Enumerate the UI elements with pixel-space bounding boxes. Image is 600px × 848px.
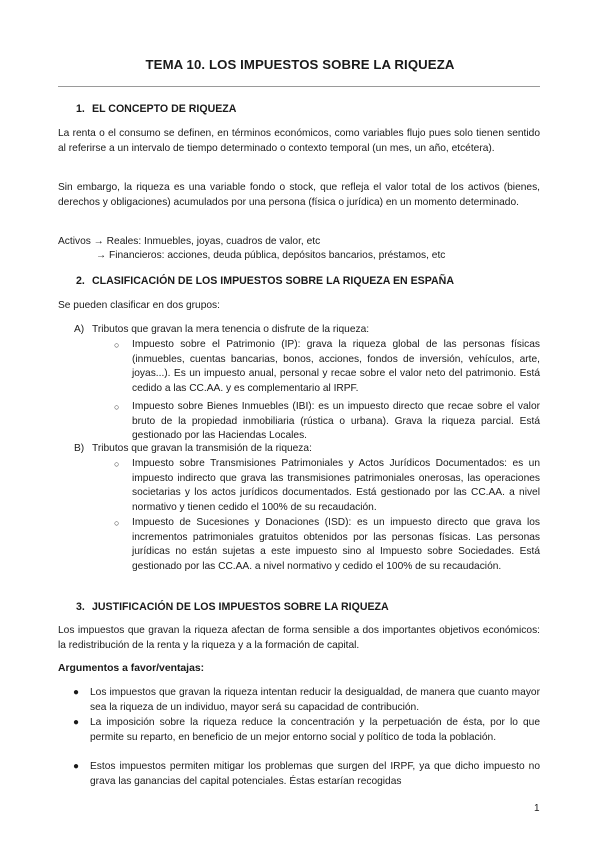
page-number: 1 — [534, 803, 540, 814]
section-number: 3. — [76, 601, 85, 613]
circle-bullet-icon: ○ — [114, 402, 120, 412]
item-impuesto-patrimonio: Impuesto sobre el Patrimonio (IP): grava la riqueza global de las personas físicas (inmuebles, cuentas bancarias, bonos, acciones, fondos de inversión, vehículos, arte, joyas...). Es un impuesto anual, personal y recae sobre el valor neto del patrimonio. Está cedido a las CC.AA. y es complementario al IRPF. — [132, 339, 540, 394]
circle-bullet-icon: ○ — [114, 340, 120, 350]
section-heading-3 — [76, 601, 389, 613]
argument-item: Los impuestos que gravan la riqueza intentan reducir la desigualdad, de manera que cuanto mayor sea la riqueza de un individuo, mayor será su capacidad de contribución. — [90, 687, 540, 713]
bullet-icon: ● — [73, 761, 80, 772]
item-impuesto-ibi: Impuesto sobre Bienes Inmuebles (IBI): es un impuesto directo que recae sobre el valor bruto de la propiedad inmobiliaria (rústica o urbana). Grava la riqueza parcial. Está gestionado por las Haciendas Locales. — [132, 401, 540, 442]
clasificacion-intro: Se pueden clasificar en dos grupos: — [58, 300, 220, 311]
paragraph-riqueza-stock: Sin embargo, la riqueza es una variable fondo o stock, que refleja el valor total de los activos (bienes, derechos y obligaciones) acumulados por una persona (física o jurídica) en un momento determinado. — [58, 182, 540, 208]
section-heading-1 — [76, 103, 236, 115]
group-a — [74, 323, 369, 338]
item-impuesto-isd: Impuesto de Sucesiones y Donaciones (ISD): es un impuesto directo que grava los incrementos patrimoniales gratuitos obtenidos por las personas físicas. Las personas jurídicas no están sujetas a este impuesto sino al Impuesto sobre Sociedades. Está gestionado por las CC.AA. a nivel normativo y cedido el 100% de su recaudación. — [132, 517, 540, 572]
circle-bullet-icon: ○ — [114, 518, 120, 528]
paragraph-renta-consumo: La renta o el consumo se definen, en términos económicos, como variables flujo pues solo tienen sentido al referirse a un intervalo de tiempo determinado o contexto temporal (un mes, un año, etcétera). — [58, 128, 540, 154]
bullet-icon: ● — [73, 717, 80, 728]
argument-item: Estos impuestos permiten mitigar los problemas que surgen del IRPF, ya que dicho impuesto no grava las ganancias del capital potenciales. Éstas estarían recogidas — [90, 761, 540, 787]
group-text: Tributos que gravan la transmisión de la riqueza: — [92, 443, 312, 454]
activos-reales-line: Activos → Reales: Inmuebles, joyas, cuadros de valor, etc — [58, 236, 321, 247]
circle-bullet-icon: ○ — [114, 459, 120, 469]
group-b — [74, 442, 312, 457]
group-label: A) — [74, 324, 85, 335]
section-number: 1. — [76, 103, 85, 115]
document-title: TEMA 10. LOS IMPUESTOS SOBRE LA RIQUEZA — [145, 57, 455, 72]
section-heading-2 — [76, 275, 454, 287]
bullet-icon: ● — [73, 687, 80, 698]
section-number: 2. — [76, 275, 85, 287]
section-title: JUSTIFICACIÓN DE LOS IMPUESTOS SOBRE LA RIQUEZA — [92, 601, 389, 613]
arguments-heading: Argumentos a favor/ventajas: — [58, 663, 205, 674]
section-title: EL CONCEPTO DE RIQUEZA — [92, 103, 237, 115]
item-impuesto-itpajd: Impuesto sobre Transmisiones Patrimoniales y Actos Jurídicos Documentados: es un impuesto indirecto que grava las transmisiones patrimoniales onerosas, las operaciones societarias y los actos jurídicos documentados. Está gestionado por las CC.AA. a nivel normativo y tienen cedido el 100% de su recaudación. — [132, 458, 540, 513]
paragraph-justificacion: Los impuestos que gravan la riqueza afectan de forma sensible a dos importantes objetivos económicos: la redistribución de la renta y la riqueza y a la formación de capital. — [58, 625, 540, 651]
title-divider — [58, 86, 540, 87]
activos-financieros-line: → Financieros: acciones, deuda pública, depósitos bancarios, préstamos, etc — [96, 250, 446, 261]
group-label: B) — [74, 443, 85, 454]
section-title: CLASIFICACIÓN DE LOS IMPUESTOS SOBRE LA RIQUEZA EN ESPAÑA — [92, 275, 454, 287]
group-text: Tributos que gravan la mera tenencia o disfrute de la riqueza: — [92, 324, 370, 335]
argument-item: La imposición sobre la riqueza reduce la concentración y la perpetuación de ésta, por lo que permite su reparto, en beneficio de un mejor entorno social y político de toda la población. — [90, 717, 540, 743]
